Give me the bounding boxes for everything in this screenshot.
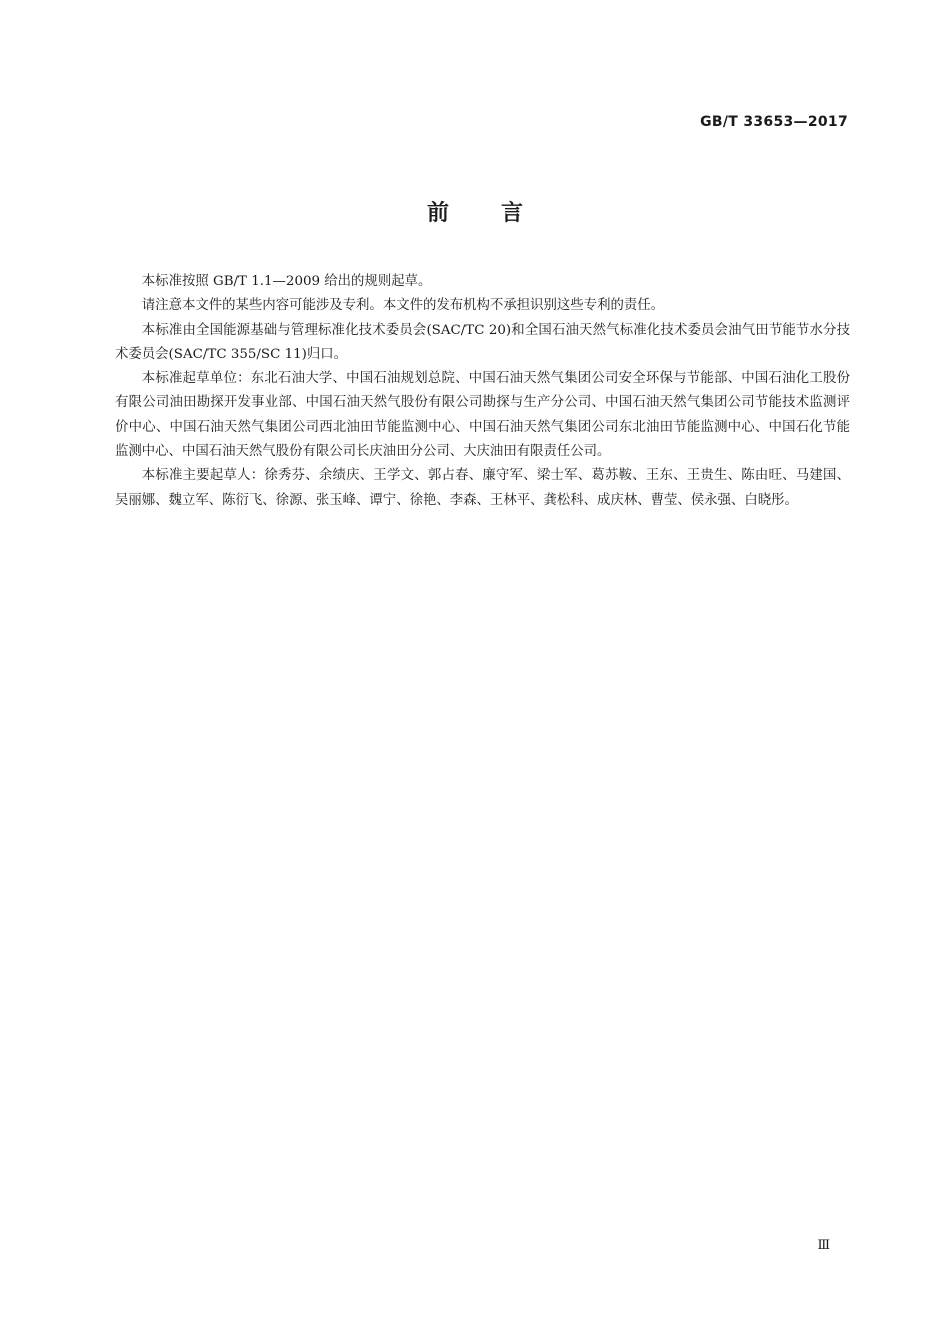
paragraph-patent-notice: 请注意本文件的某些内容可能涉及专利。本文件的发布机构不承担识别这些专利的责任。	[141, 298, 665, 314]
standard-number: GB/T 33653—2017	[700, 114, 848, 130]
page-number: Ⅲ	[817, 1238, 830, 1253]
paragraph-drafting-rules: 本标准按照 GB/T 1.1—2009 给出的规则起草。	[141, 274, 432, 289]
paragraph-drafters: 本标准主要起草人：徐秀芬、余绩庆、王学文、郭占春、廉守军、梁士军、葛苏鞍、王东、王贵生、陈由旺、马建国、吴丽娜、魏立军、陈衍飞、徐源、张玉峰、谭宁、徐艳、李森、王林平、龚松科、成庆林、曹莹、侯永强、白晓彤。	[115, 468, 850, 508]
foreword-body	[115, 270, 850, 513]
paragraph-drafting-organizations: 本标准起草单位：东北石油大学、中国石油规划总院、中国石油天然气集团公司安全环保与节能部、中国石油化工股份有限公司油田勘探开发事业部、中国石油天然气股份有限公司勘探与生产分公司、中国石油天然气集团公司节能技术监测评价中心、中国石油天然气集团公司西北油田节能监测中心、中国石油天然气集团公司东北油田节能监测中心、中国石化节能监测中心、中国石油天然气股份有限公司长庆油田分公司、大庆油田有限责任公司。	[115, 371, 850, 460]
paragraph-responsible-committee: 本标准由全国能源基础与管理标准化技术委员会(SAC/TC 20)和全国石油天然气标准化技术委员会油气田节能节水分技术委员会(SAC/TC 355/SC 11)归口。	[115, 322, 850, 362]
page-title: 前言	[426, 201, 575, 226]
